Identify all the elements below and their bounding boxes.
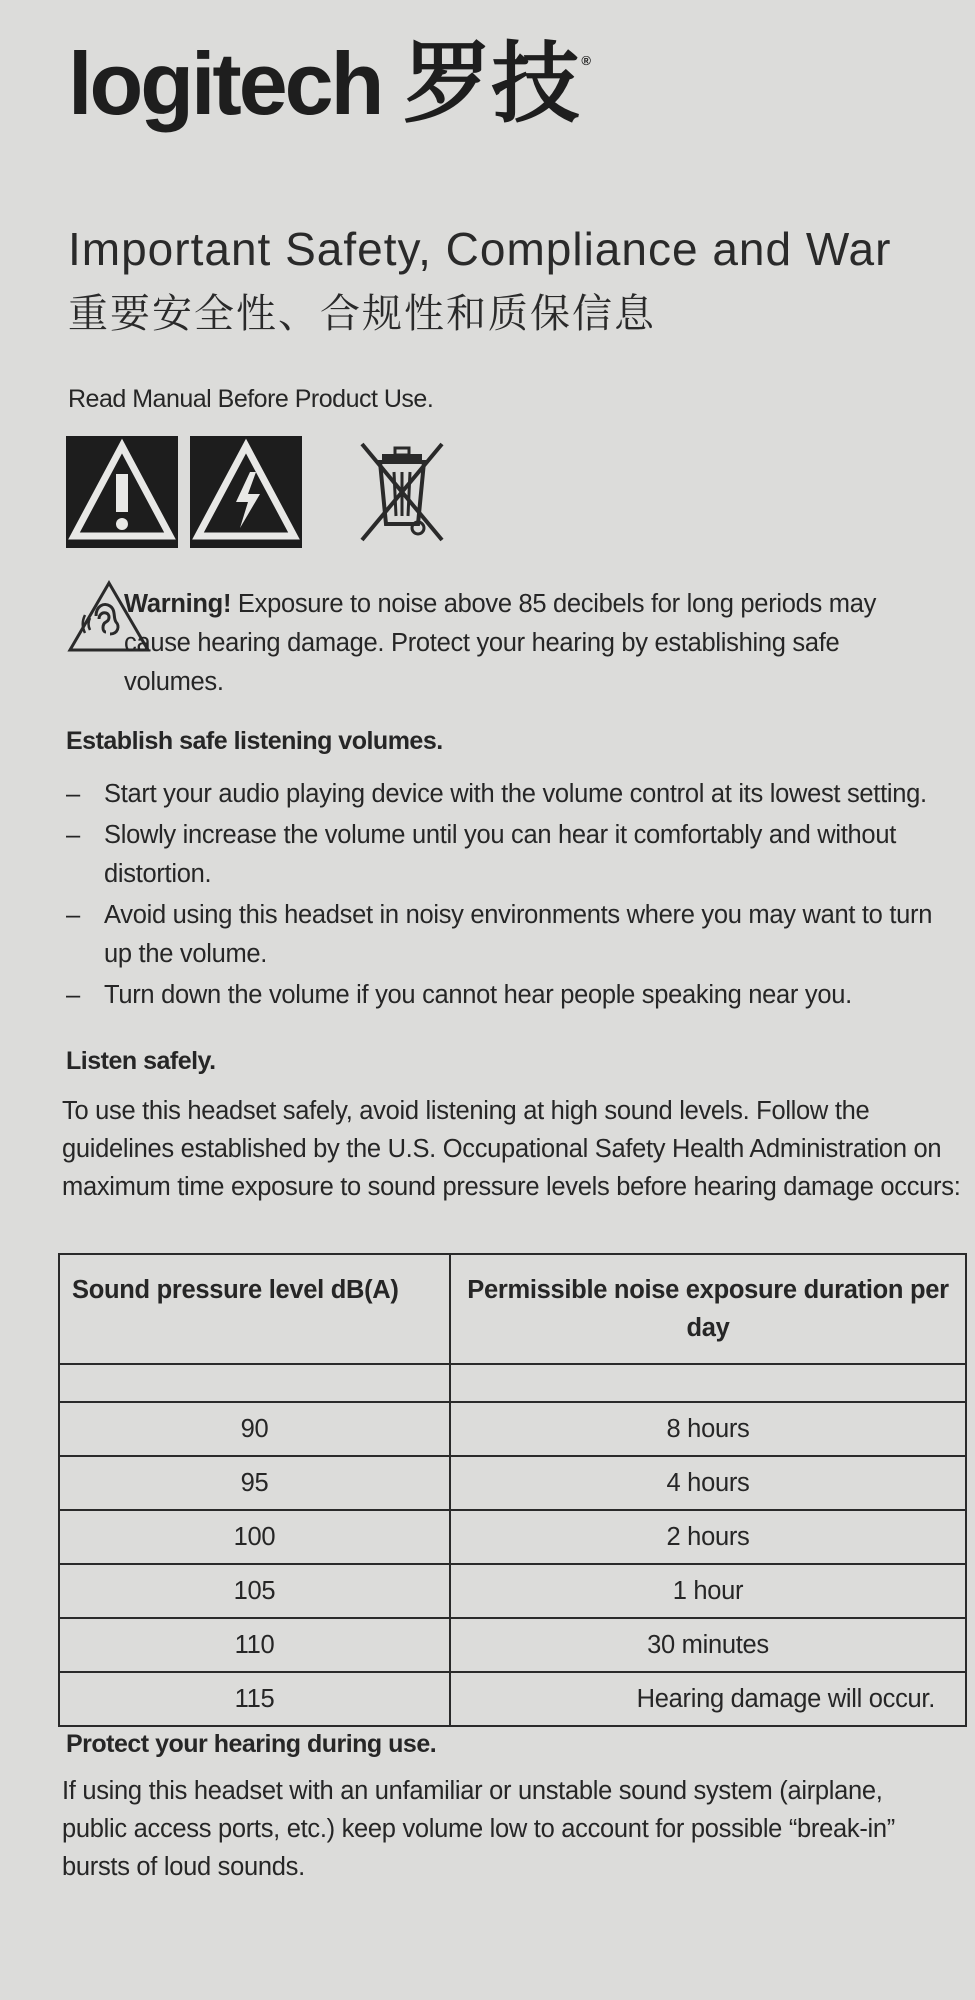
table-cell: 115 — [59, 1672, 450, 1726]
safety-icons — [66, 432, 462, 552]
table-row — [59, 1672, 966, 1726]
logitech-logo — [68, 34, 588, 133]
brand-name: logitech — [68, 34, 382, 133]
establish-list — [66, 775, 966, 1017]
warning-label: Warning! — [124, 590, 232, 618]
listen-text: To use this headset safely, avoid listening at high sound levels. Follow the guidelines established by the U.S. Occupational Safety Health Administration on maximum time exposure to sound pressure levels before hearing damage occurs: — [62, 1097, 961, 1201]
table-cell: 105 — [59, 1564, 450, 1618]
table-cell: 4 hours — [450, 1456, 966, 1510]
table-cell: 110 — [59, 1618, 450, 1672]
noise-exposure-table — [58, 1253, 967, 1727]
table-row — [59, 1618, 966, 1672]
warning-body: Exposure to noise above 85 decibels for long periods may cause hearing damage. Protect your hearing by establishing safe volumes. — [124, 590, 877, 696]
crossed-out-bin-icon — [342, 432, 462, 552]
table-cell: 100 — [59, 1510, 450, 1564]
general-warning-icon — [66, 436, 178, 548]
table-header-row — [59, 1254, 966, 1364]
establish-heading: Establish safe listening volumes. — [66, 727, 443, 755]
list-item: – Start your audio playing device with the volume control at its lowest setting. — [66, 775, 966, 814]
brand-name-cn: 罗技 — [403, 34, 580, 133]
hearing-warning-text — [124, 585, 944, 702]
title-chinese: 重要安全性、合规性和质保信息 — [68, 292, 656, 336]
title-english: Important Safety, Compliance and War — [68, 223, 892, 275]
read-manual-notice: Read Manual Before Product Use. — [68, 385, 434, 413]
protect-heading: Protect your hearing during use. — [66, 1730, 437, 1758]
table-cell: Hearing damage will occur. — [450, 1672, 966, 1726]
list-item: – Turn down the volume if you cannot hear people speaking near you. — [66, 976, 966, 1015]
table-cell: 1 hour — [450, 1564, 966, 1618]
table-row — [59, 1456, 966, 1510]
table-cell: 90 — [59, 1402, 450, 1456]
table-cell: 30 minutes — [450, 1618, 966, 1672]
table-row — [59, 1510, 966, 1564]
protect-text: If using this headset with an unfamiliar or unstable sound system (airplane, public access ports, etc.) keep volume low to account for possible “break-in” bursts of loud sounds. — [62, 1777, 895, 1881]
table-cell: 95 — [59, 1456, 450, 1510]
table-row — [59, 1564, 966, 1618]
table-spacer-row — [59, 1364, 966, 1402]
listen-heading: Listen safely. — [66, 1047, 216, 1075]
table-cell: 8 hours — [450, 1402, 966, 1456]
electrical-hazard-icon — [190, 436, 302, 548]
header-duration: Permissible noise exposure duration per day — [450, 1254, 966, 1364]
list-item: – Avoid using this headset in noisy environments where you may want to turn up the volume. — [66, 896, 966, 974]
table-row — [59, 1402, 966, 1456]
header-sound-level: Sound pressure level dB(A) — [59, 1254, 450, 1364]
list-item: – Slowly increase the volume until you can hear it comfortably and without distortion. — [66, 816, 966, 894]
registered-mark: ® — [581, 53, 588, 68]
table-cell: 2 hours — [450, 1510, 966, 1564]
